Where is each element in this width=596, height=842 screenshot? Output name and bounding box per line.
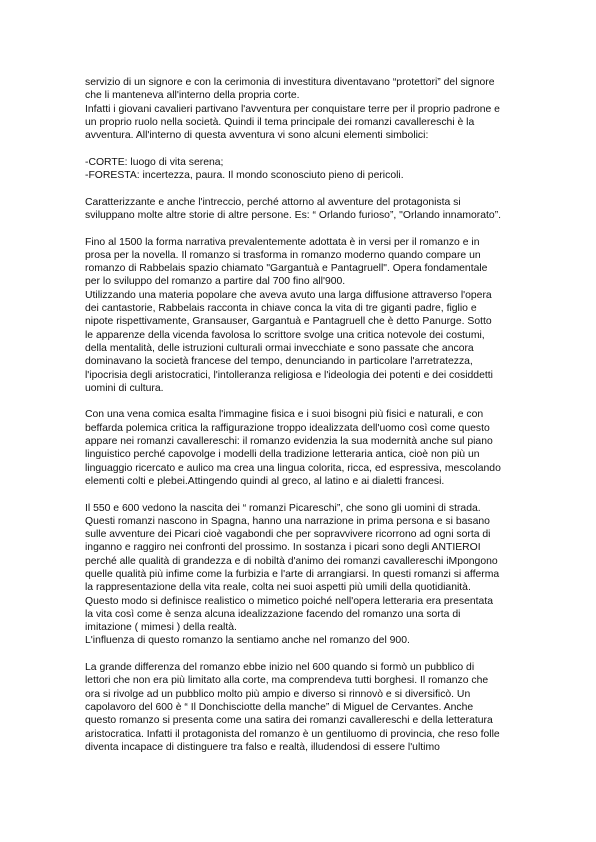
text-line: La grande differenza del romanzo ebbe inizio nel 600 quando si formò un pubblico di bbox=[85, 662, 475, 674]
paragraph-gap bbox=[85, 142, 545, 155]
text-line: prosa per la novella. Il romanzo si trasforma in romanzo moderno quando compare un bbox=[85, 249, 481, 261]
paragraph-gap bbox=[85, 395, 545, 408]
paragraph bbox=[85, 76, 545, 142]
text-line: Infatti i giovani cavalieri partivano l'avventura per conquistare terre per il proprio padrone e bbox=[85, 103, 500, 115]
text-line: per lo sviluppo del romanzo a partire dal 700 fino all'900. bbox=[85, 276, 346, 288]
text-line: linguistico perché capovolge i modelli della tradizione letteraria antica, cioè non più un bbox=[85, 449, 480, 461]
text-line: avventura. All'interno di questa avventura vi sono alcuni elementi simbolici: bbox=[85, 130, 429, 142]
text-line: romanzo di Rabbelais spazio chiamato "Gargantuà e Pantagruell". Opera fondamentale bbox=[85, 263, 488, 275]
paragraph-gap bbox=[85, 648, 545, 661]
text-line: che li manteneva all'interno della propria corte. bbox=[85, 90, 300, 102]
paragraph bbox=[85, 196, 545, 223]
text-line: la vita così come è senza alcuna idealizzazione facendo del romanzo una sorta di bbox=[85, 608, 461, 620]
text-line: servizio di un signore e con la cerimonia di investitura diventavano “protettori” del signore bbox=[85, 77, 495, 88]
text-line: Fino al 1500 la forma narrativa prevalentemente adottata è in versi per il romanzo e in bbox=[85, 236, 480, 248]
text-line: la rappresentazione della vita reale, colta nei suoi aspetti più umili della quotidianità. bbox=[85, 582, 471, 594]
text-line: diventa incapace di distinguere tra falso e realtà, illudendosi di essere l'ultimo bbox=[85, 741, 440, 753]
paragraph-gap bbox=[85, 182, 545, 195]
text-line: -CORTE: luogo di vita serena; bbox=[85, 156, 224, 168]
text-line: inganno e raggiro nei confronti del prossimo. In sostanza i picari sono degli ANTIEROI bbox=[85, 542, 481, 554]
text-line: Il 550 e 600 vedono la nascita dei “ romanzi Picareschi”, che sono gli uomini di strada. bbox=[85, 502, 481, 514]
text-line: L'influenza di questo romanzo la sentiamo anche nel romanzo del 900. bbox=[85, 635, 410, 647]
text-line: un proprio ruolo nella società. Quindi il tema principale dei romanzi cavallereschi è la bbox=[85, 116, 475, 128]
document-page bbox=[85, 76, 545, 754]
text-line: della mentalità, delle istruzioni culturali ormai invecchiate e sono passate che ancora bbox=[85, 342, 474, 354]
paragraph bbox=[85, 502, 545, 648]
text-line: linguaggio ricercato e aulico ma crea una lingua colorita, ricca, ed espressiva, mescolando bbox=[85, 462, 501, 474]
text-line: imitazione ( mimesi ) della realtà. bbox=[85, 622, 237, 634]
text-line: perché alle qualità di grandezza e di nobiltà d'animo dei romanzi cavallereschi iMpongono bbox=[85, 555, 498, 567]
text-line: Con una vena comica esalta l'immagine fisica e i suoi bisogni più fisici e naturali, e con bbox=[85, 409, 484, 421]
text-line: sulle avventure dei Picari cioè vagabondi che per sopravvivere ricorrono ad ogni sorta di bbox=[85, 529, 491, 541]
text-line: elementi colti e plebei.Attingendo quindi al greco, al latino e ai dialetti francesi. bbox=[85, 475, 445, 487]
text-line: Questi romanzi nascono in Spagna, hanno una narrazione in prima persona e si basano bbox=[85, 515, 490, 527]
text-line: capolavoro del 600 è “ Il Donchisciotte della manche” di Miguel de Cervantes. Anche bbox=[85, 701, 474, 713]
text-line: sviluppano molte altre storie di altre persone. Es: “ Orlando furioso”, "Orlando innamorato”. bbox=[85, 209, 502, 221]
text-line: Utilizzando una materia popolare che aveva avuto una larga diffusione attraverso l'opera bbox=[85, 289, 492, 301]
paragraph-gap bbox=[85, 222, 545, 235]
text-line: uomini di cultura. bbox=[85, 382, 164, 394]
text-line: -FORESTA: incertezza, paura. Il mondo sconosciuto pieno di pericoli. bbox=[85, 170, 404, 182]
paragraph bbox=[85, 236, 545, 396]
paragraph-gap bbox=[85, 488, 545, 501]
text-line: appare nei romanzi cavallereschi: il romanzo evidenzia la sua modernità anche sul piano bbox=[85, 436, 493, 448]
text-line: Questo modo si definisce realistico o mimetico poiché nell'opera letteraria era presentata bbox=[85, 595, 494, 607]
text-line: dominavano la società francese del tempo, denunciando in particolare l'arretratezza, bbox=[85, 356, 473, 368]
paragraph bbox=[85, 408, 545, 488]
text-line: nipote rispettivamente, Gransauser, Gargantuà e Pantagruell che è detto Panurge. Sotto bbox=[85, 316, 492, 328]
text-line: questo romanzo si presenta come una satira dei romanzi cavallereschi e della letteratura bbox=[85, 715, 493, 727]
text-line: aristocratica. Infatti il protagonista del romanzo è un gentiluomo di provincia, che reso folle bbox=[85, 728, 500, 740]
text-line: le apparenze della vicenda favolosa lo scrittore svolge una critica notevole dei costumi, bbox=[85, 329, 485, 341]
text-line: beffarda polemica critica la raffigurazione troppo idealizzata dell'uomo così come questo bbox=[85, 422, 490, 434]
text-line: dei cantastorie, Rabbelais racconta in chiave conca la vita di tre giganti padre, figlio e bbox=[85, 303, 477, 315]
text-line: ora si rivolge ad un pubblico molto più ampio e diverso si rinnovò e si diversificò. Un bbox=[85, 688, 471, 700]
text-line: Caratterizzante e anche l'intreccio, perché attorno al avventure del protagonista si bbox=[85, 196, 461, 208]
text-line: l'ipocrisia degli aristocratici, l'intolleranza religiosa e l'ideologia dei potenti e dei cosiddetti bbox=[85, 369, 493, 381]
text-line: quelle qualità più infime come la furbizia e l'arte di arrangiarsi. In questi romanzi si afferma bbox=[85, 568, 500, 580]
text-line: lettori che non era più limitato alla corte, ma comprendeva tutti borghesi. Il romanzo che bbox=[85, 675, 489, 687]
paragraph bbox=[85, 156, 545, 183]
paragraph bbox=[85, 661, 545, 754]
